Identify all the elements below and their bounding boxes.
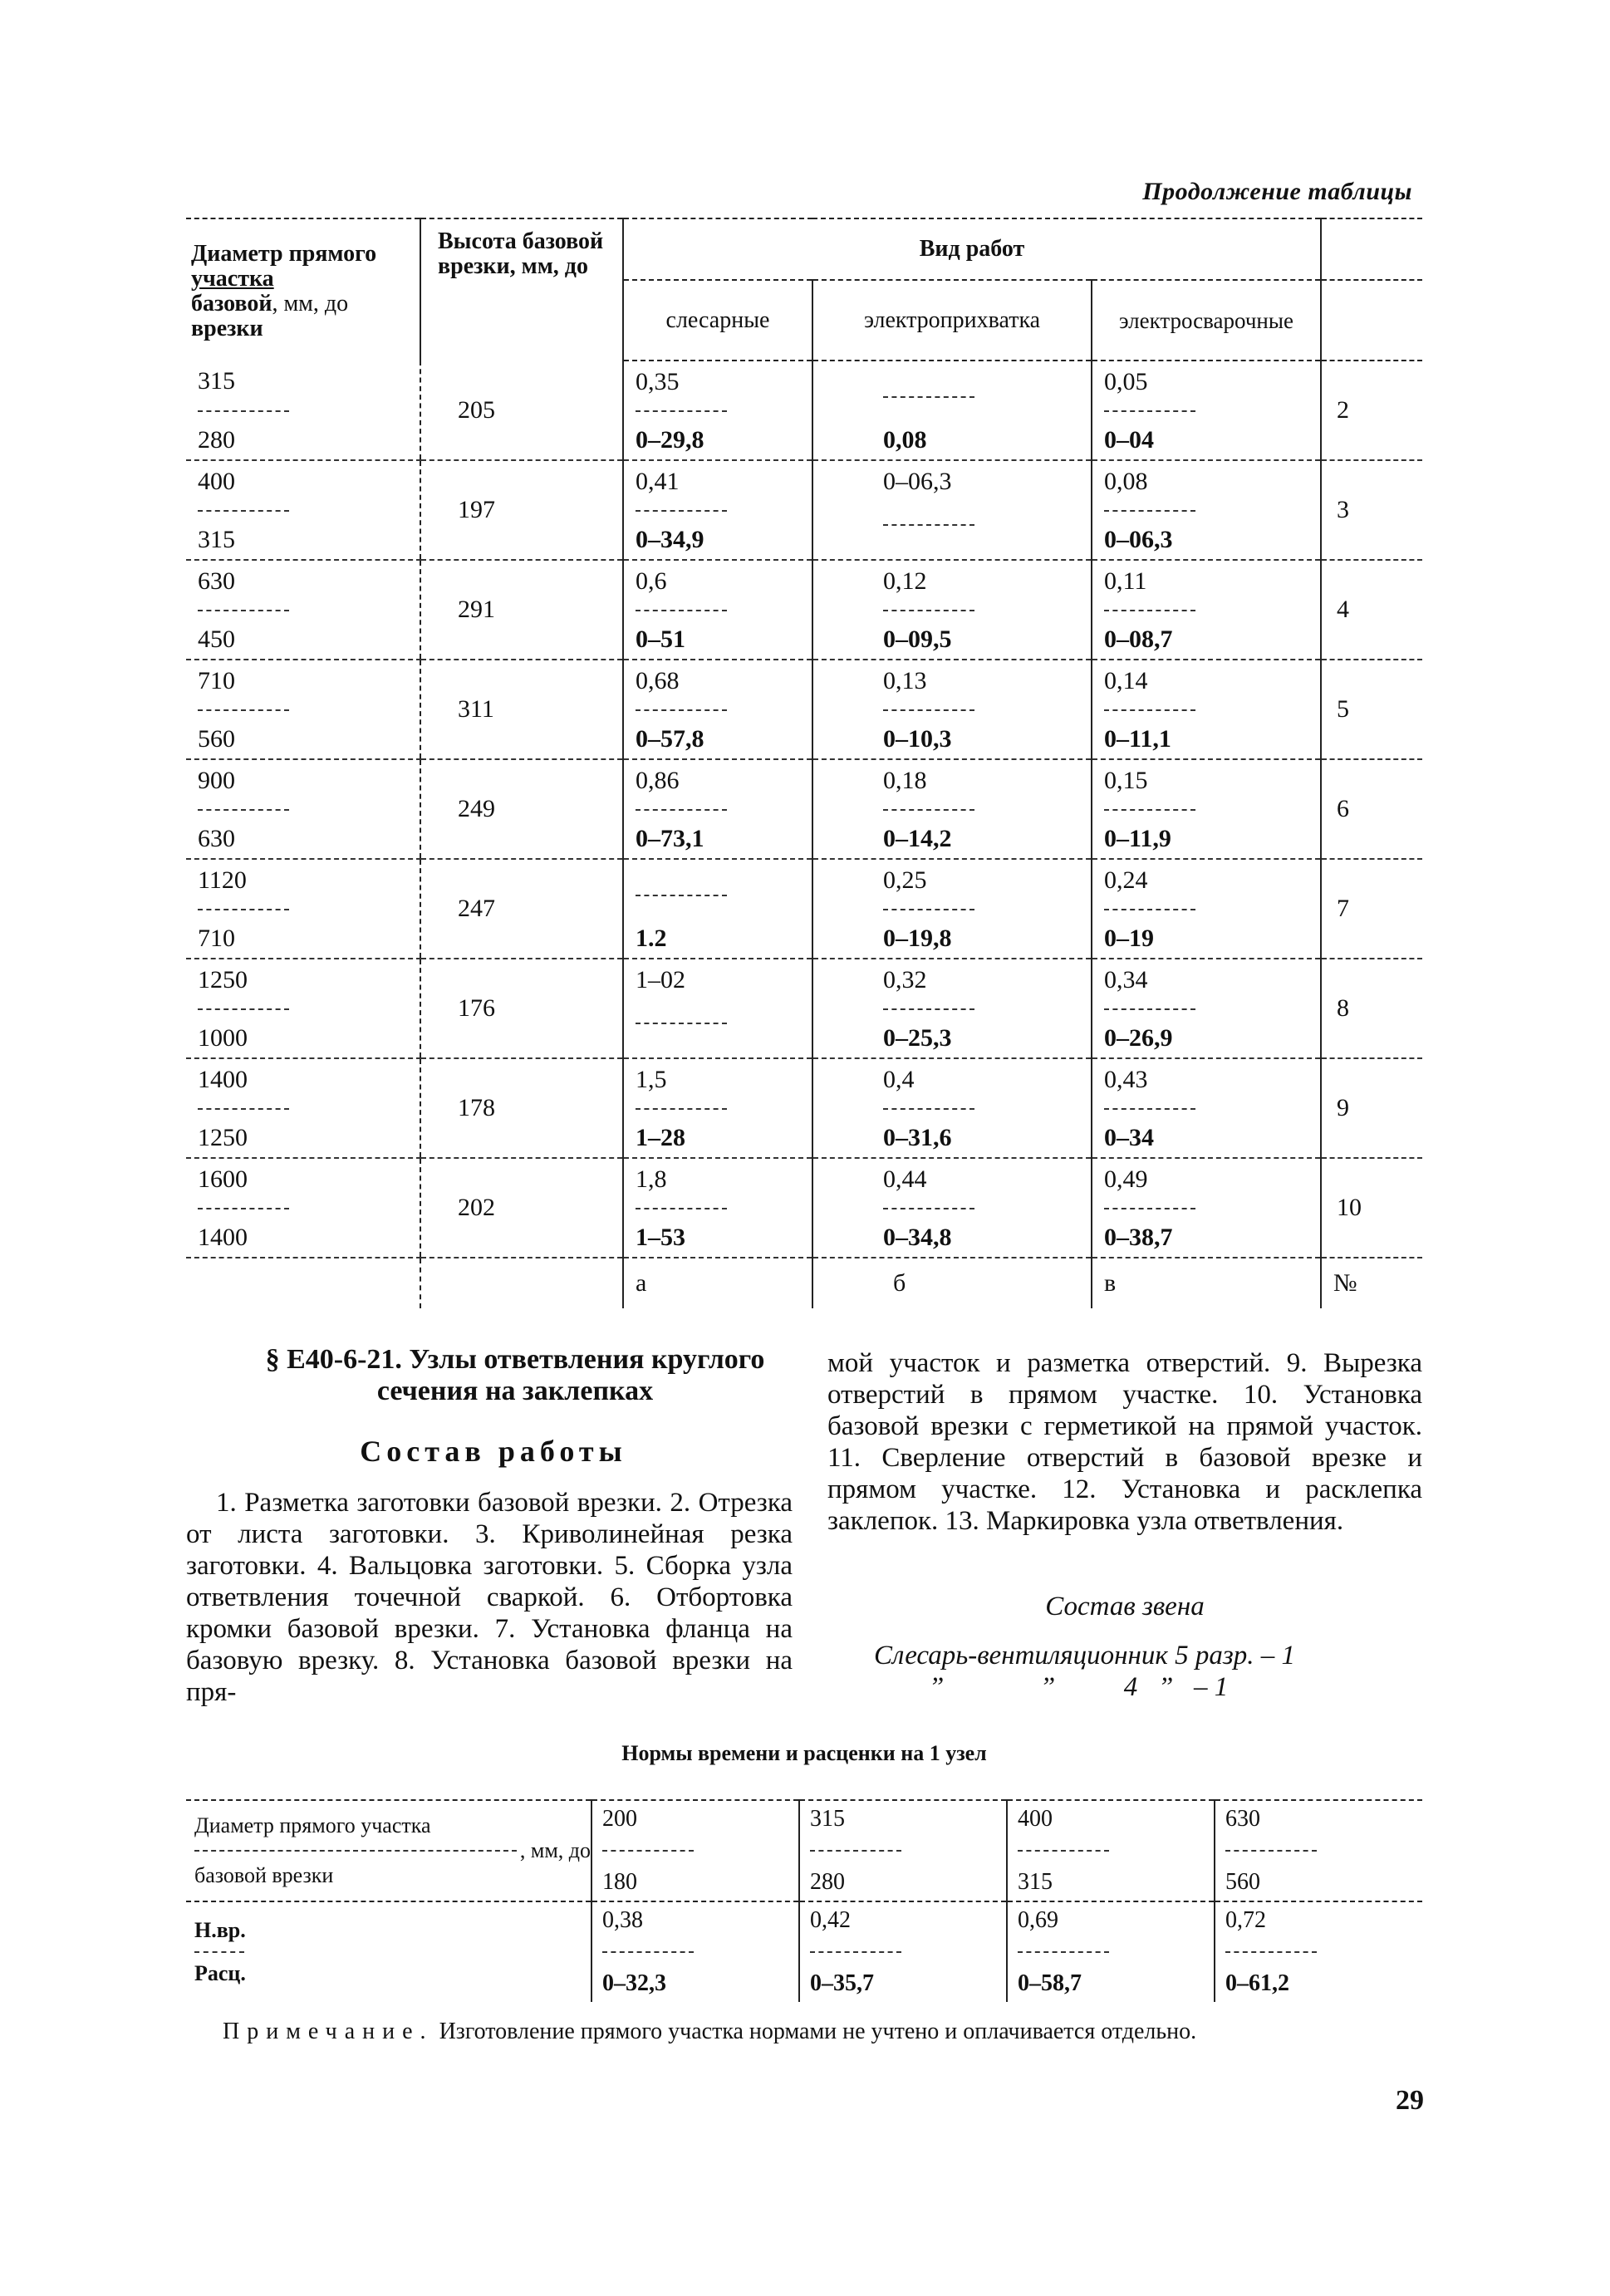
cell-diameter: 1400 1250 [186, 1058, 420, 1158]
norms-col-2-diameter: 315 280 [799, 1800, 1007, 1901]
zveno-line-1: Слесарь-вентиляционник 5 разр. – 1 [874, 1641, 1295, 1670]
cell-number: 5 [1321, 660, 1422, 759]
legend-no: № [1321, 1258, 1422, 1308]
cell-height: 197 [420, 460, 623, 560]
table-row [186, 361, 1422, 460]
cell-svarochnye: 0,49 0–38,7 [1092, 1158, 1321, 1258]
header-blank [1321, 218, 1422, 280]
norms-col-4-values: 0,72 0–61,2 [1215, 1901, 1422, 2002]
work-steps-text-left: 1. Разметка заготовки базовой врезки. 2. Отрезка от листа заготовки. 3. Криволинейная резка заготовки. 4. Вальцовка заготовки. 5. Сборка узла ответвления точечной сваркой. 6. Отбортовка кромки базовой врезки. 7. Установка фланца на базовую врезку. 8. Установка базовой врезки на пря- [186, 1488, 793, 1707]
cell-slesarnye: 1.2 [623, 859, 812, 959]
zveno-title: Состав звена [1045, 1592, 1205, 1621]
work-types-table [186, 218, 1422, 1308]
header-prikhvatka: электроприхватка [812, 280, 1092, 361]
cell-number: 10 [1321, 1158, 1422, 1258]
norms-col-3-diameter: 400 315 [1007, 1800, 1215, 1901]
norms-title: Нормы времени и расценки на 1 узел [621, 1741, 987, 1765]
legend-empty-1 [186, 1258, 420, 1308]
cell-svarochnye: 0,43 0–34 [1092, 1058, 1321, 1158]
note-label: Примечание. [223, 2019, 434, 2044]
cell-height: 247 [420, 859, 623, 959]
cell-diameter: 1250 1000 [186, 959, 420, 1058]
table-row [186, 1158, 1422, 1258]
cell-slesarnye: 1,8 1–53 [623, 1158, 812, 1258]
cell-slesarnye: 0,35 0–29,8 [623, 361, 812, 460]
cell-prikhvatka: 0,18 0–14,2 [812, 759, 1092, 859]
cell-number: 3 [1321, 460, 1422, 560]
cell-svarochnye: 0,05 0–04 [1092, 361, 1321, 460]
cell-diameter: 630 450 [186, 560, 420, 660]
cell-prikhvatka: 0,4 0–31,6 [812, 1058, 1092, 1158]
header-svarochnye: электросварочные [1092, 280, 1321, 361]
norms-diameter-label: Диаметр прямого участка , мм, до базовой врезки [186, 1800, 591, 1901]
table-row [186, 660, 1422, 759]
cell-svarochnye: 0,15 0–11,9 [1092, 759, 1321, 859]
table-row [186, 1058, 1422, 1158]
table-row [186, 560, 1422, 660]
norms-col-1-values: 0,38 0–32,3 [591, 1901, 799, 2002]
cell-prikhvatka: 0,08 [812, 361, 1092, 460]
zveno-line-2: ” ” 4 ” – 1 [874, 1672, 1229, 1702]
norms-col-3-values: 0,69 0–58,7 [1007, 1901, 1215, 2002]
work-steps-text-right: мой участок и разметка отверстий. 9. Вырезка отверстий в прямом участке. 10. Установка базовой врезки с герметикой на прямой участок. 11. Сверление отверстий в базовой врезке и прямом участке. 12. Установка и расклепка заклепок. 13. Маркировка узла ответвления. [827, 1348, 1422, 1536]
cell-prikhvatka: 0,32 0–25,3 [812, 959, 1092, 1058]
cell-height: 202 [420, 1158, 623, 1258]
header-work-types: Вид работ [623, 218, 1321, 280]
cell-prikhvatka: 0,13 0–10,3 [812, 660, 1092, 759]
cell-height: 249 [420, 759, 623, 859]
cell-slesarnye: 1,5 1–28 [623, 1058, 812, 1158]
zveno-list [874, 1640, 1295, 1703]
norms-col-2-values: 0,42 0–35,7 [799, 1901, 1007, 2002]
cell-number: 4 [1321, 560, 1422, 660]
header-slesarnye: слесарные [623, 280, 812, 361]
cell-diameter: 710 560 [186, 660, 420, 759]
cell-prikhvatka: 0,12 0–09,5 [812, 560, 1092, 660]
sostav-raboty-title: Состав работы [360, 1435, 627, 1468]
note [223, 2019, 1196, 2045]
table-row [186, 759, 1422, 859]
norms-table [186, 1799, 1422, 2002]
legend-v: в [1092, 1258, 1321, 1308]
cell-height: 178 [420, 1058, 623, 1158]
table-row [186, 959, 1422, 1058]
cell-diameter: 1600 1400 [186, 1158, 420, 1258]
cell-slesarnye: 0,68 0–57,8 [623, 660, 812, 759]
cell-slesarnye: 1–02 [623, 959, 812, 1058]
cell-prikhvatka: 0,25 0–19,8 [812, 859, 1092, 959]
cell-svarochnye: 0,11 0–08,7 [1092, 560, 1321, 660]
cell-height: 311 [420, 660, 623, 759]
continuation-title: Продолжение таблицы [1142, 178, 1412, 205]
norms-values-label: Н.вр. Расц. [186, 1901, 591, 2002]
cell-number: 2 [1321, 361, 1422, 460]
cell-number: 9 [1321, 1058, 1422, 1158]
legend-b: б [812, 1258, 1092, 1308]
header-number [1321, 280, 1422, 361]
legend-empty-2 [420, 1258, 623, 1308]
cell-slesarnye: 0,86 0–73,1 [623, 759, 812, 859]
section-title: § Е40-6-21. Узлы ответвления круглого сечения на заклепках [265, 1344, 765, 1406]
cell-svarochnye: 0,14 0–11,1 [1092, 660, 1321, 759]
cell-prikhvatka: 0–06,3 [812, 460, 1092, 560]
table-row [186, 460, 1422, 560]
cell-svarochnye: 0,24 0–19 [1092, 859, 1321, 959]
cell-diameter: 400 315 [186, 460, 420, 560]
cell-svarochnye: 0,34 0–26,9 [1092, 959, 1321, 1058]
cell-diameter: 315 280 [186, 361, 420, 460]
cell-height: 205 [420, 361, 623, 460]
cell-svarochnye: 0,08 0–06,3 [1092, 460, 1321, 560]
norms-col-4-diameter: 630 560 [1215, 1800, 1422, 1901]
cell-height: 291 [420, 560, 623, 660]
cell-diameter: 1120 710 [186, 859, 420, 959]
cell-prikhvatka: 0,44 0–34,8 [812, 1158, 1092, 1258]
note-text: Изготовление прямого участка нормами не учтено и оплачивается отдельно. [433, 2019, 1197, 2044]
legend-a: а [623, 1258, 812, 1308]
cell-diameter: 900 630 [186, 759, 420, 859]
cell-number: 6 [1321, 759, 1422, 859]
table-row [186, 859, 1422, 959]
cell-number: 7 [1321, 859, 1422, 959]
cell-height: 176 [420, 959, 623, 1058]
header-height: Высота базовой врезки, мм, до [420, 218, 623, 361]
header-diameter: Диаметр прямого участка базовой, мм, до врезки [191, 241, 377, 341]
cell-slesarnye: 0,41 0–34,9 [623, 460, 812, 560]
norms-col-1-diameter: 200 180 [591, 1800, 799, 1901]
cell-slesarnye: 0,6 0–51 [623, 560, 812, 660]
page-number: 29 [1396, 2085, 1424, 2116]
cell-number: 8 [1321, 959, 1422, 1058]
